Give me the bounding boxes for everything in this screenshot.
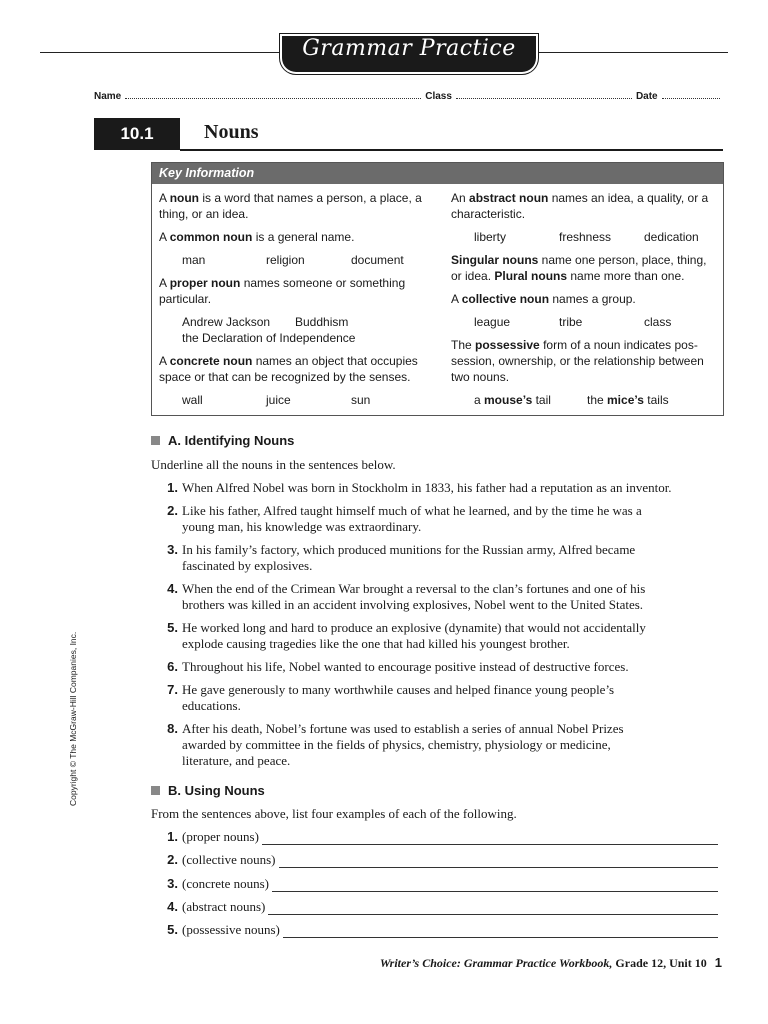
list-item: 1. When Alfred Nobel was born in Stockholm in 1833, his father had a reputation as an inventor. xyxy=(167,480,672,495)
square-bullet-icon xyxy=(151,436,160,445)
concrete-example: juice xyxy=(266,393,291,407)
answer-line-concrete[interactable]: 3. (concrete nouns) xyxy=(158,876,718,892)
section-number: 10.1 xyxy=(94,118,180,150)
singular-plural-definition: Singular nouns name one person, place, thing, or idea. Plural nouns name more than one. xyxy=(451,253,707,283)
key-information-heading: Key Information xyxy=(152,163,723,184)
proper-example: Andrew Jackson xyxy=(182,315,271,329)
class-label: Class xyxy=(425,91,452,102)
abstract-example: dedication xyxy=(644,230,699,244)
date-label: Date xyxy=(635,91,658,102)
possessive-example: a mouse’s tail xyxy=(474,393,551,407)
abstract-noun-definition: An abstract noun names an idea, a quality, or a characteristic. xyxy=(451,191,709,221)
list-item: 5. He worked long and hard to produce an explosive (dynamite) that would not accidentally explode causing tragedies like the one that had killed his youngest brother. xyxy=(167,620,646,651)
answer-blank[interactable] xyxy=(279,855,719,868)
proper-noun-definition: A proper noun names someone or something particular. xyxy=(159,276,406,306)
name-field[interactable] xyxy=(125,90,421,99)
collective-noun-definition: A collective noun names a group. xyxy=(451,292,636,306)
abstract-example: freshness xyxy=(559,230,612,244)
list-item: 8. After his death, Nobel’s fortune was used to establish a series of annual Nobel Prizes awarded by committee in the fields of physics, chemistry, physiology or medicine, literature, and peace. xyxy=(167,721,624,768)
abstract-example: liberty xyxy=(474,230,507,244)
section-rule xyxy=(180,149,723,151)
class-field[interactable] xyxy=(456,90,632,99)
proper-example: the Declaration of Independence xyxy=(182,331,356,345)
collective-example: tribe xyxy=(559,315,583,329)
answer-line-collective[interactable]: 2. (collective nouns) xyxy=(158,852,718,868)
possessive-example: the mice’s tails xyxy=(587,393,669,407)
common-example: document xyxy=(351,253,404,267)
banner xyxy=(282,36,536,72)
concrete-noun-definition: A concrete noun names an object that occupies space or that can be recognized by the senses. xyxy=(159,354,418,384)
name-class-date-row xyxy=(94,90,724,102)
answer-blank[interactable] xyxy=(268,902,718,915)
part-a-heading: A. Identifying Nouns xyxy=(151,433,294,448)
proper-example: Buddhism xyxy=(295,315,349,329)
possessive-definition: The possessive form of a noun indicates pos-session, ownership, or the relationship between two nouns. xyxy=(451,338,704,384)
page-number: 1 xyxy=(714,955,722,970)
common-example: religion xyxy=(266,253,305,267)
common-noun-definition: A common noun is a general name. xyxy=(159,230,355,244)
footer: Writer’s Choice: Grammar Practice Workbook, Grade 12, Unit 10 1 xyxy=(379,955,722,970)
collective-example: league xyxy=(474,315,511,329)
concrete-example: wall xyxy=(182,393,203,407)
part-b-instructions: From the sentences above, list four examples of each of the following. xyxy=(151,806,517,821)
answer-blank[interactable] xyxy=(272,879,718,892)
answer-line-abstract[interactable]: 4. (abstract nouns) xyxy=(158,899,718,915)
answer-line-proper[interactable]: 1. (proper nouns) xyxy=(158,829,718,845)
part-b-heading: B. Using Nouns xyxy=(151,783,265,798)
list-item: 2. Like his father, Alfred taught himself much of what he learned, and by the time he was a young man, his knowledge was extraordinary. xyxy=(167,503,642,534)
noun-definition: A noun is a word that names a person, a place, a thing, or an idea. xyxy=(159,191,422,221)
list-item: 7. He gave generously to many worthwhile causes and helped finance young people’s educations. xyxy=(167,682,615,713)
answer-blank[interactable] xyxy=(283,925,718,938)
key-information-box xyxy=(151,162,724,416)
list-item: 3. In his family’s factory, which produced munitions for the Russian army, Alfred became fascinated by explosives. xyxy=(167,542,636,573)
section-title: Nouns xyxy=(204,121,259,143)
list-item: 4. When the end of the Crimean War brought a reversal to the clan’s fortunes and one of his brothers was killed in an accident involving explosives, Nobel went to the United States. xyxy=(167,581,646,612)
date-field[interactable] xyxy=(662,90,720,99)
part-a-instructions: Underline all the nouns in the sentences below. xyxy=(151,457,396,472)
square-bullet-icon xyxy=(151,786,160,795)
copyright-notice: Copyright © The McGraw-Hill Companies, Inc. xyxy=(68,631,78,806)
name-label: Name xyxy=(94,91,122,102)
collective-example: class xyxy=(644,315,672,329)
list-item: 6. Throughout his life, Nobel wanted to encourage positive instead of destructive forces. xyxy=(167,659,629,674)
answer-line-possessive[interactable]: 5. (possessive nouns) xyxy=(158,922,718,938)
concrete-example: sun xyxy=(351,393,371,407)
banner-title: Grammar Practice xyxy=(302,36,516,61)
common-example: man xyxy=(182,253,206,267)
answer-blank[interactable] xyxy=(262,832,718,845)
